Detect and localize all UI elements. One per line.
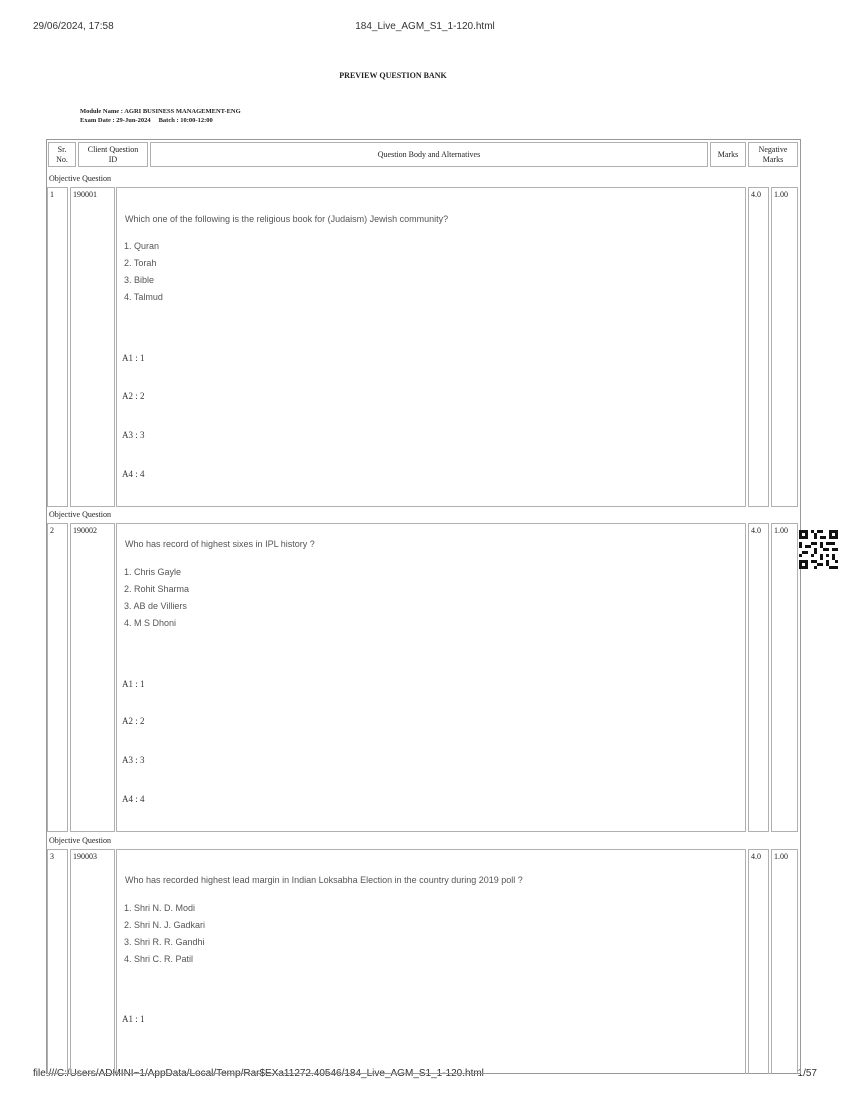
header-sr-no: Sr. No. [48,142,76,167]
answer-4: A4 : 4 [122,794,145,804]
print-page-number: 1/57 [797,1068,817,1079]
answer-2: A2 : 2 [122,716,145,726]
marks-cell: 4.0 [748,187,769,507]
marks-cell: 4.0 [748,849,769,1074]
header-marks: Marks [710,142,746,167]
sr-no-cell: 1 [47,187,68,507]
print-file-path: file:///C:/Users/ADMINI~1/AppData/Local/Temp/Rar$EXa11272.40546/184_Live_AGM_S1_1-120.html [33,1068,484,1079]
question-text: Who has record of highest sixes in IPL history ? [125,539,315,549]
option-2: 2. Rohit Sharma [124,584,190,594]
answer-1: A1 : 1 [122,679,145,689]
sr-no-cell: 3 [47,849,68,1074]
option-1: 1. Chris Gayle [124,567,182,577]
option-1: 1. Shri N. D. Modi [124,903,196,913]
answer-3: A3 : 3 [122,430,145,440]
exam-date: Exam Date : 29-Jun-2024 [80,117,151,124]
answer-2: A2 : 2 [122,391,145,401]
question-text: Who has recorded highest lead margin in Indian Loksabha Election in the country during 2019 poll ? [125,875,523,885]
negative-marks-cell: 1.00 [771,187,798,507]
question-id-cell: 190001 [70,187,115,507]
option-3: 3. Bible [124,275,155,285]
marks-cell: 4.0 [748,523,769,832]
header-question-body: Question Body and Alternatives [150,142,708,167]
option-4: 4. M S Dhoni [124,618,177,628]
answer-3: A3 : 3 [122,755,145,765]
module-name: Module Name : AGRI BUSINESS MANAGEMENT-ENG [80,108,241,115]
option-4: 4. Shri C. R. Patil [124,954,194,964]
sr-no-cell: 2 [47,523,68,832]
section-label: Objective Question [49,836,111,845]
option-3: 3. AB de Villiers [124,601,187,611]
option-2: 2. Shri N. J. Gadkari [124,920,206,930]
question-id-cell: 190003 [70,849,115,1074]
exam-meta [80,107,241,125]
option-1: 1. Quran [124,241,160,251]
question-body-cell [116,523,746,832]
section-label: Objective Question [49,510,111,519]
batch-time: Batch : 10:00-12:00 [158,117,213,124]
answer-1: A1 : 1 [122,353,145,363]
qr-code-icon [799,530,838,569]
header-client-question-id: Client Question ID [78,142,148,167]
question-id-cell: 190002 [70,523,115,832]
print-datetime: 29/06/2024, 17:58 [33,21,114,32]
section-label: Objective Question [49,174,111,183]
negative-marks-cell: 1.00 [771,849,798,1074]
question-body-cell [116,187,746,507]
print-filename: 184_Live_AGM_S1_1-120.html [355,21,495,32]
question-text: Which one of the following is the religious book for (Judaism) Jewish community? [125,214,449,224]
option-2: 2. Torah [124,258,157,268]
header-negative-marks: Negative Marks [748,142,798,167]
answer-4: A4 : 4 [122,469,145,479]
negative-marks-cell: 1.00 [771,523,798,832]
option-4: 4. Talmud [124,292,163,302]
answer-1: A1 : 1 [122,1014,145,1024]
page-title: PREVIEW QUESTION BANK [339,71,447,80]
option-3: 3. Shri R. R. Gandhi [124,937,205,947]
